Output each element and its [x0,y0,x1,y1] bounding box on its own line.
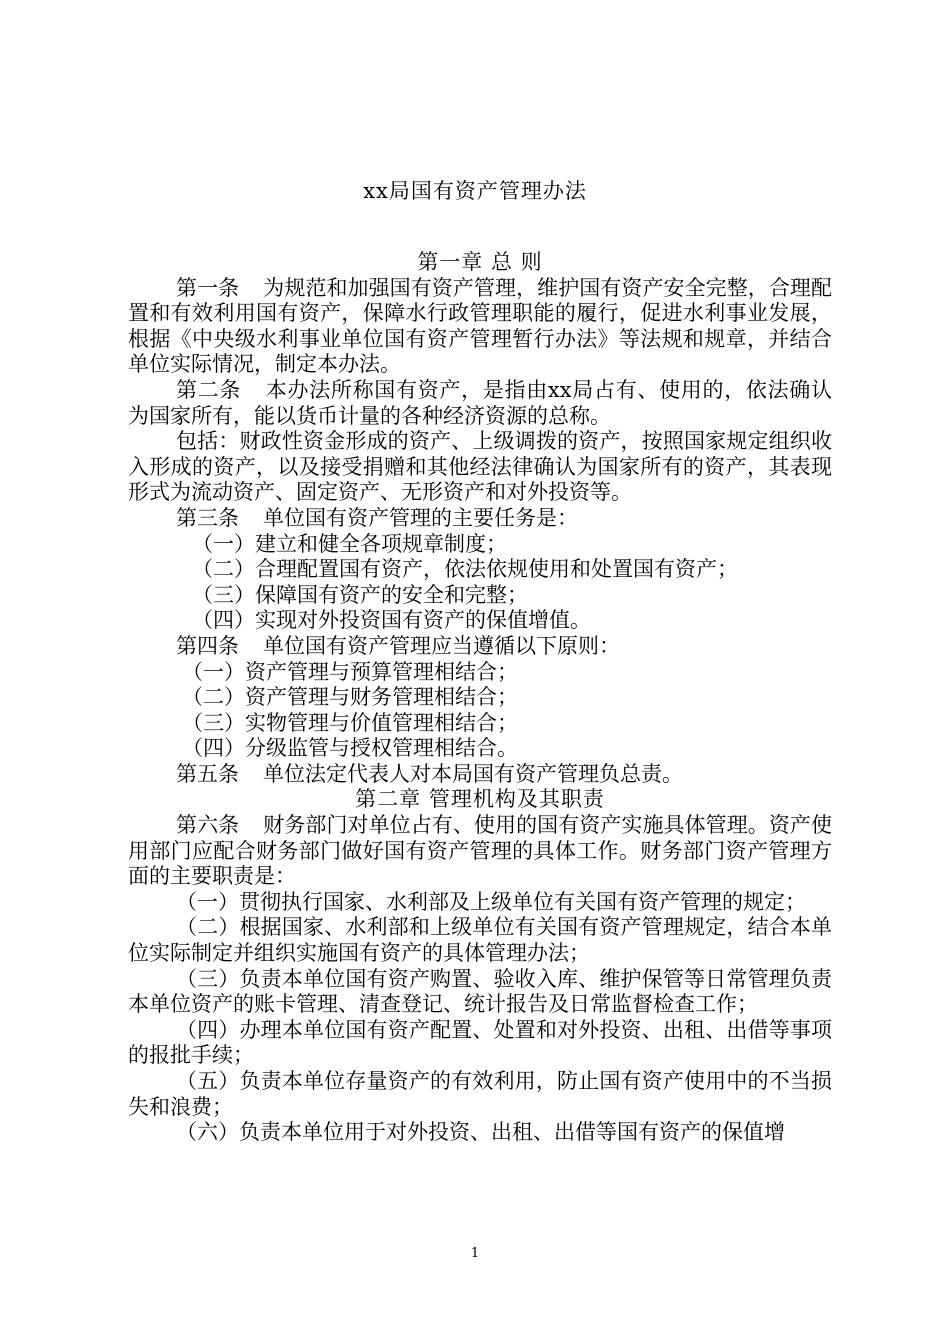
article-2 [128,378,832,429]
article-2-text: 本办法所称国有资产，是指由xx局占有、使用的，依法确认为国家所有，能以货币计量的各种经济资源的总称。 [128,377,833,428]
article-6-item-5: （五）负责本单位存量资产的有效利用，防止国有资产使用中的不当损失和浪费； [128,1069,832,1119]
article-4-item-2: （二）资产管理与财务管理相结合； [182,685,518,710]
article-5 [128,762,832,788]
document-body [128,250,832,1146]
chapter-2-heading: 第二章 管理机构及其职责 [355,787,605,812]
article-6 [128,813,832,890]
article-3-text: 单位国有资产管理的主要任务是： [263,505,578,530]
article-5-text: 单位法定代表人对本局国有资产管理负总责。 [263,761,683,786]
article-2-inclusion: 包括：财政性资金形成的资产、上级调拨的资产，按照国家规定组织收入形成的资产，以及接受捐赠和其他经法律确认为国家所有的资产，其表现形式为流动资产、固定资产、无形资产和对外投资等。 [128,429,832,505]
document-title: xx局国有资产管理办法 [363,179,587,203]
article-4-item-1: （一）资产管理与预算管理相结合； [182,659,518,684]
article-6-item-1: （一）贯彻执行国家、水利部及上级单位有关国有资产管理的规定； [176,889,806,914]
article-6-label: 第六条 [176,813,240,838]
article-3-item-2: （二）合理配置国有资产，依法依规使用和处置国有资产； [192,557,738,582]
article-4-item-4: （四）分级监管与授权管理相结合。 [182,736,518,761]
article-6-item-4: （四）办理本单位国有资产配置、处置和对外投资、出租、出借等事项的报批手续； [128,1017,832,1068]
article-3-item-4: （四）实现对外投资国有资产的保值增值。 [192,608,591,633]
article-3-item-1: （一）建立和健全各项规章制度； [192,531,507,556]
article-4 [128,634,832,660]
article-1 [128,276,832,378]
article-3 [128,506,832,532]
article-1-text: 为规范和加强国有资产管理，维护国有资产安全完整，合理配置和有效利用国有资产，保障水行政管理职能的履行，促进水利事业发展，根据《中央级水利事业单位国有资产管理暂行办法》等法规和规章，并结合单位实际情况，制定本办法。 [128,275,833,377]
article-4-text: 单位国有资产管理应当遵循以下原则： [263,633,620,658]
article-6-text: 财务部门对单位占有、使用的国有资产实施具体管理。资产使用部门应配合财务部门做好国有资产管理的具体工作。财务部门资产管理方面的主要职责是： [128,813,833,889]
article-4-item-3: （三）实物管理与价值管理相结合； [182,710,518,735]
chapter-1-heading: 第一章 总 则 [417,250,543,274]
article-3-label: 第三条 [176,505,239,530]
article-5-label: 第五条 [176,761,239,786]
article-6-item-6: （六）负责本单位用于对外投资、出租、出借等国有资产的保值增 [176,1120,785,1145]
article-6-item-3: （三）负责本单位国有资产购置、验收入库、维护保管等日常管理负责本单位资产的账卡管理、清查登记、统计报告及日常监督检查工作； [128,966,832,1017]
article-3-item-3: （三）保障国有资产的安全和完整； [192,582,528,607]
page-number: 1 [470,1246,480,1261]
article-6-item-2: （二）根据国家、水利部和上级单位有关国有资产管理规定，结合本单位实际制定并组织实施国有资产的具体管理办法； [128,915,832,966]
article-1-label: 第一条 [176,275,240,300]
article-4-label: 第四条 [176,633,239,658]
article-2-label: 第二条 [176,377,242,402]
